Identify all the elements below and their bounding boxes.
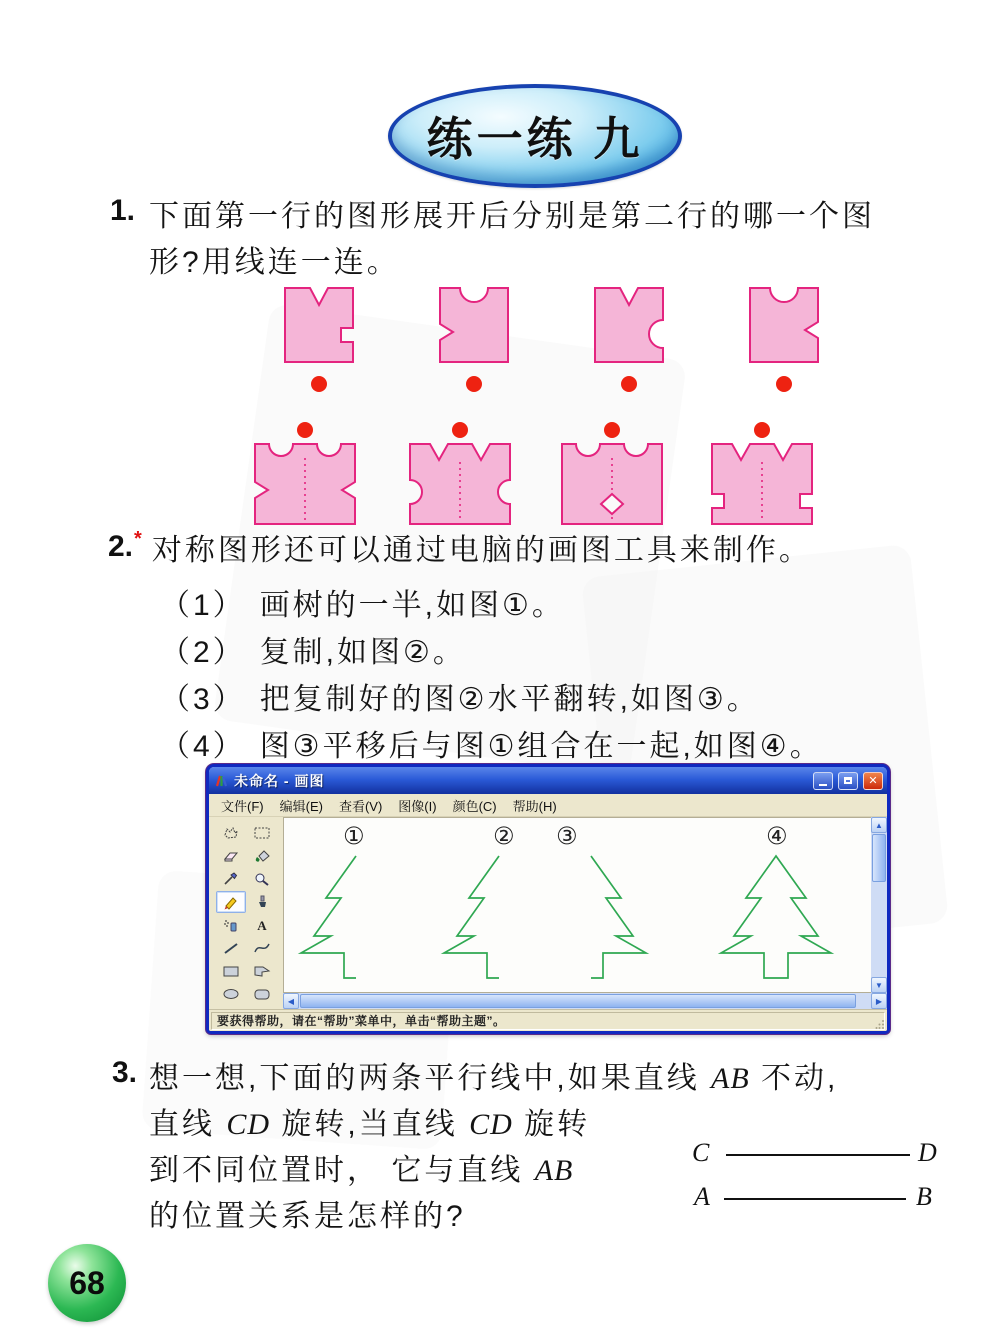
free-form-select-icon[interactable] xyxy=(216,822,246,844)
lesson-title-badge xyxy=(388,84,682,188)
canvas-label-3: ③ xyxy=(556,822,578,850)
connector-dot-top-1[interactable] xyxy=(311,376,327,392)
q3-line1: 想一想,下面的两条平行线中,如果直线 AB 不动, xyxy=(149,1062,839,1095)
menu-help[interactable]: 帮助(H) xyxy=(512,798,557,814)
horizontal-scrollbar[interactable] xyxy=(283,993,887,1009)
connector-dot-bottom-2[interactable] xyxy=(452,422,468,438)
paint-statusbar xyxy=(209,1009,887,1031)
page-number-badge xyxy=(48,1244,126,1322)
q2-step-3: （3） 把复制好的图②水平翻转,如图③。 xyxy=(160,683,760,716)
scroll-right-icon[interactable]: ▶ xyxy=(871,993,887,1009)
q1-number: 1. xyxy=(110,194,136,227)
menu-colors[interactable]: 颜色(C) xyxy=(452,798,497,814)
rectangle-tool-icon[interactable] xyxy=(216,960,246,982)
label-B: B xyxy=(916,1182,932,1211)
scroll-up-icon[interactable]: ▲ xyxy=(871,817,887,833)
line-AB xyxy=(724,1198,906,1200)
half-tree-1 xyxy=(301,856,356,978)
paint-canvas[interactable] xyxy=(283,817,871,993)
menu-view[interactable]: 查看(V) xyxy=(338,798,383,814)
select-icon[interactable] xyxy=(247,822,277,844)
folded-shape-1 xyxy=(285,288,353,362)
minimize-button[interactable] xyxy=(813,772,833,790)
menu-file[interactable]: 文件(F) xyxy=(221,798,264,814)
half-tree-2 xyxy=(444,856,499,978)
q2-step-1: （1） 画树的一半,如图①。 xyxy=(160,589,565,622)
q2-star: * xyxy=(134,528,142,550)
vertical-scrollbar[interactable] xyxy=(871,817,887,993)
connector-dot-top-3[interactable] xyxy=(621,376,637,392)
q3-number: 3. xyxy=(112,1056,138,1089)
menu-image[interactable]: 图像(I) xyxy=(398,798,437,814)
horizontal-scroll-thumb[interactable] xyxy=(300,994,856,1008)
tree-drawings xyxy=(284,818,871,993)
canvas-label-2: ② xyxy=(493,822,515,850)
eraser-icon[interactable] xyxy=(216,845,246,867)
scroll-left-icon[interactable]: ◀ xyxy=(283,993,299,1009)
paint-window-title: 未命名 - 画图 xyxy=(234,772,325,789)
connector-dot-top-2[interactable] xyxy=(466,376,482,392)
connector-dot-bottom-1[interactable] xyxy=(297,422,313,438)
pencil-icon[interactable] xyxy=(216,891,246,913)
q1-text-line1: 下面第一行的图形展开后分别是第二行的哪一个图 xyxy=(149,200,876,233)
folded-shape-2 xyxy=(440,288,508,362)
folded-shape-4 xyxy=(750,288,818,362)
label-D: D xyxy=(918,1138,937,1167)
parallel-lines-diagram xyxy=(692,1138,944,1224)
status-text: 要获得帮助，请在“帮助”菜单中，单击“帮助主题”。 xyxy=(217,1014,506,1028)
text-tool-icon[interactable] xyxy=(247,914,277,936)
connector-dot-bottom-4[interactable] xyxy=(754,422,770,438)
ellipse-tool-icon[interactable] xyxy=(216,983,246,1005)
vertical-scroll-thumb[interactable] xyxy=(872,834,886,882)
connector-dot-top-4[interactable] xyxy=(776,376,792,392)
connector-dot-bottom-3[interactable] xyxy=(604,422,620,438)
pick-color-icon[interactable] xyxy=(216,868,246,890)
fill-with-color-icon[interactable] xyxy=(247,845,277,867)
q2-text: 对称图形还可以通过电脑的画图工具来制作。 xyxy=(151,534,812,567)
brush-icon[interactable] xyxy=(247,891,277,913)
page-title: 练一练 九 xyxy=(426,113,644,165)
resize-grip[interactable] xyxy=(875,1019,885,1029)
full-tree-4 xyxy=(721,856,831,978)
paint-app-icon xyxy=(213,773,229,789)
rounded-rectangle-tool-icon[interactable] xyxy=(247,983,277,1005)
q2-number: 2.* xyxy=(108,528,142,563)
paint-toolbox xyxy=(209,817,283,1009)
canvas-label-4: ④ xyxy=(766,822,788,850)
q3-line3: 到不同位置时， 它与直线 AB xyxy=(149,1154,574,1187)
folded-shape-3 xyxy=(595,288,663,362)
canvas-label-1: ① xyxy=(343,822,365,850)
page-number: 68 xyxy=(69,1264,105,1301)
half-tree-3-flipped xyxy=(591,856,646,978)
paint-menubar xyxy=(209,794,887,817)
q2-step-2: （2） 复制,如图②。 xyxy=(160,636,466,669)
line-CD xyxy=(726,1154,910,1156)
maximize-button[interactable] xyxy=(838,772,858,790)
q1-shapes-figure xyxy=(240,280,870,540)
paint-titlebar[interactable] xyxy=(209,767,887,794)
line-tool-icon[interactable] xyxy=(216,937,246,959)
magnifier-icon[interactable] xyxy=(247,868,277,890)
polygon-tool-icon[interactable] xyxy=(247,960,277,982)
menu-edit[interactable]: 编辑(E) xyxy=(279,798,323,814)
q2-step-4: （4） 图③平移后与图①组合在一起,如图④。 xyxy=(160,730,823,763)
close-button[interactable]: ✕ xyxy=(863,772,883,790)
svg-text:A: A xyxy=(256,918,267,933)
label-C: C xyxy=(692,1138,710,1167)
q3-line4: 的位置关系是怎样的? xyxy=(149,1200,466,1233)
label-A: A xyxy=(694,1182,710,1211)
scroll-down-icon[interactable]: ▼ xyxy=(871,977,887,993)
q3-line2: 直线 CD 旋转,当直线 CD 旋转 xyxy=(149,1108,591,1141)
question-1 xyxy=(110,194,875,286)
airbrush-icon[interactable] xyxy=(216,914,246,936)
paint-window xyxy=(206,764,890,1034)
question-2 xyxy=(108,528,823,770)
curve-tool-icon[interactable] xyxy=(247,937,277,959)
q1-text-line2: 形?用线连一连。 xyxy=(149,246,400,279)
